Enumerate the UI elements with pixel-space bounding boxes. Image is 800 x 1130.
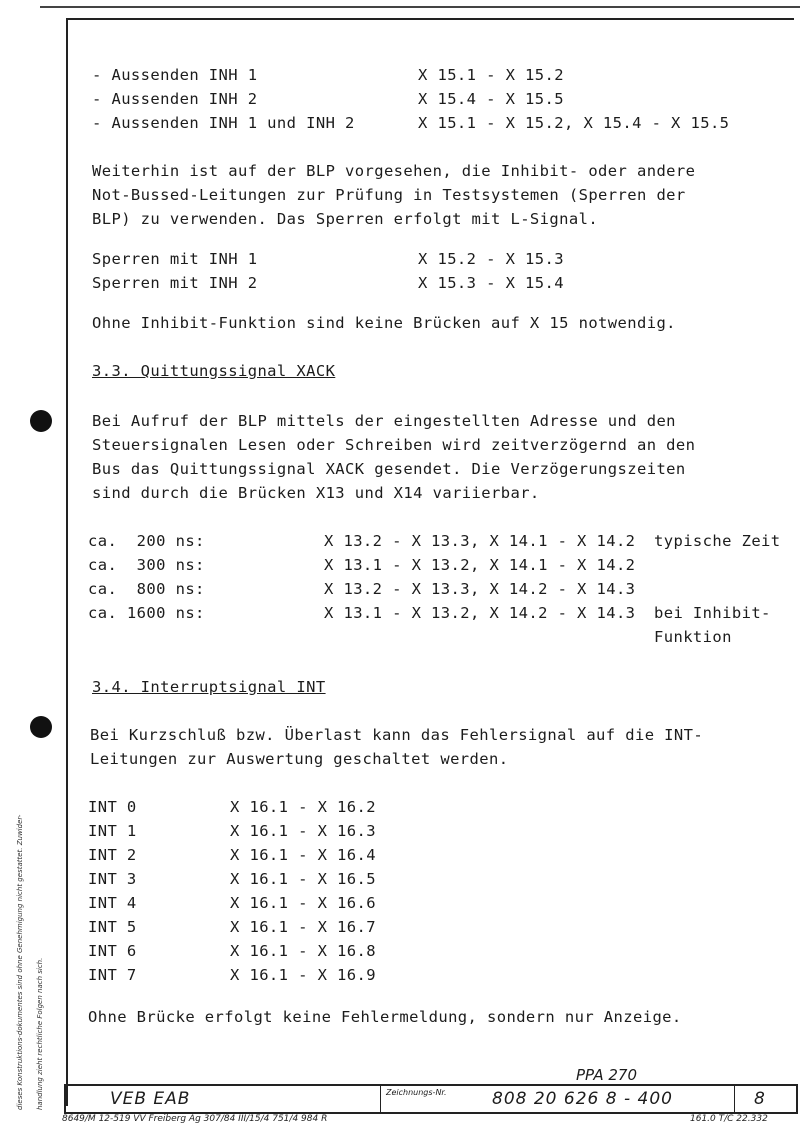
int-value: X 16.1 - X 16.6 — [230, 894, 376, 912]
int-value: X 16.1 - X 16.8 — [230, 942, 376, 960]
delay-note: typische Zeit — [654, 532, 781, 550]
int-value: X 16.1 - X 16.5 — [230, 870, 376, 888]
int-value: X 16.1 - X 16.3 — [230, 822, 376, 840]
int-label: INT 0 — [88, 798, 137, 816]
int-label: INT 1 — [88, 822, 137, 840]
aussenden-value: X 15.4 - X 15.5 — [418, 90, 564, 108]
punch-hole — [30, 410, 52, 432]
delay-value: X 13.2 - X 13.3, X 14.1 - X 14.2 — [324, 532, 636, 550]
ppa-stamp: PPA 270 — [576, 1066, 638, 1084]
paragraph-line: Weiterhin ist auf der BLP vorgesehen, die Inhibit- oder andere — [92, 162, 696, 180]
delay-value: X 13.2 - X 13.3, X 14.2 - X 14.3 — [324, 580, 636, 598]
paragraph-line: sind durch die Brücken X13 und X14 variierbar. — [92, 484, 540, 502]
section-heading-3-3: 3.3. Quittungssignal XACK — [92, 362, 336, 380]
delay-label: ca. 1600 ns: — [88, 604, 205, 622]
int-label: INT 4 — [88, 894, 137, 912]
sperren-label: Sperren mit INH 1 — [92, 250, 258, 268]
delay-value: X 13.1 - X 13.2, X 14.2 - X 14.3 — [324, 604, 636, 622]
aussenden-label: - Aussenden INH 1 und INH 2 — [92, 114, 355, 132]
paragraph-line: Leitungen zur Auswertung geschaltet werden. — [90, 750, 509, 768]
title-block-divider — [380, 1086, 381, 1112]
margin-note: dieses Konstruktions-dokumentes sind ohne Genehmigung nicht gestattet. Zuwider- — [16, 814, 24, 1110]
section-heading-3-4: 3.4. Interruptsignal INT — [92, 678, 326, 696]
punch-hole — [30, 716, 52, 738]
paragraph-line: Ohne Inhibit-Funktion sind keine Brücken auf X 15 notwendig. — [92, 314, 676, 332]
aussenden-value: X 15.1 - X 15.2 — [418, 66, 564, 84]
aussenden-value: X 15.1 - X 15.2, X 15.4 - X 15.5 — [418, 114, 730, 132]
delay-note: bei Inhibit- — [654, 604, 771, 622]
print-footer: 8649/M 12-519 VV Freiberg Ag 307/84 III/15/4 751/4 984 R — [62, 1114, 328, 1124]
top-rule — [40, 6, 800, 8]
delay-label: ca. 800 ns: — [88, 580, 205, 598]
paragraph-line: Bus das Quittungssignal XACK gesendet. Die Verzögerungszeiten — [92, 460, 686, 478]
paragraph-line: Steuersignalen Lesen oder Schreiben wird zeitverzögernd an den — [92, 436, 696, 454]
int-label: INT 6 — [88, 942, 137, 960]
int-value: X 16.1 - X 16.9 — [230, 966, 376, 984]
aussenden-label: - Aussenden INH 1 — [92, 66, 258, 84]
title-block-divider — [734, 1086, 735, 1112]
delay-value: X 13.1 - X 13.2, X 14.1 - X 14.2 — [324, 556, 636, 574]
sperren-label: Sperren mit INH 2 — [92, 274, 258, 292]
zeichnungs-label: Zeichnungs-Nr. — [386, 1088, 447, 1097]
int-label: INT 2 — [88, 846, 137, 864]
int-value: X 16.1 - X 16.7 — [230, 918, 376, 936]
int-label: INT 7 — [88, 966, 137, 984]
margin-note: handlung zieht rechtliche Folgen nach sich. — [36, 957, 44, 1110]
aussenden-label: - Aussenden INH 2 — [92, 90, 258, 108]
delay-label: ca. 300 ns: — [88, 556, 205, 574]
sheet-number: 8 — [754, 1089, 765, 1109]
paragraph-line: Ohne Brücke erfolgt keine Fehlermeldung, sondern nur Anzeige. — [88, 1008, 682, 1026]
delay-label: ca. 200 ns: — [88, 532, 205, 550]
drawing-number: 808 20 626 8 - 400 — [492, 1089, 673, 1109]
paragraph-line: Bei Kurzschluß bzw. Überlast kann das Fehlersignal auf die INT- — [90, 726, 704, 744]
int-value: X 16.1 - X 16.2 — [230, 798, 376, 816]
paragraph-line: BLP) zu verwenden. Das Sperren erfolgt mit L-Signal. — [92, 210, 599, 228]
int-label: INT 3 — [88, 870, 137, 888]
delay-note-continued: Funktion — [654, 628, 732, 646]
print-footer-code: 161.0 T/C 22.332 — [690, 1114, 768, 1124]
sperren-value: X 15.2 - X 15.3 — [418, 250, 564, 268]
paragraph-line: Bei Aufruf der BLP mittels der eingestellten Adresse und den — [92, 412, 676, 430]
company-name: VEB EAB — [110, 1089, 191, 1109]
int-label: INT 5 — [88, 918, 137, 936]
title-block — [64, 1084, 798, 1114]
paragraph-line: Not-Bussed-Leitungen zur Prüfung in Testsystemen (Sperren der — [92, 186, 686, 204]
int-value: X 16.1 - X 16.4 — [230, 846, 376, 864]
sperren-value: X 15.3 - X 15.4 — [418, 274, 564, 292]
